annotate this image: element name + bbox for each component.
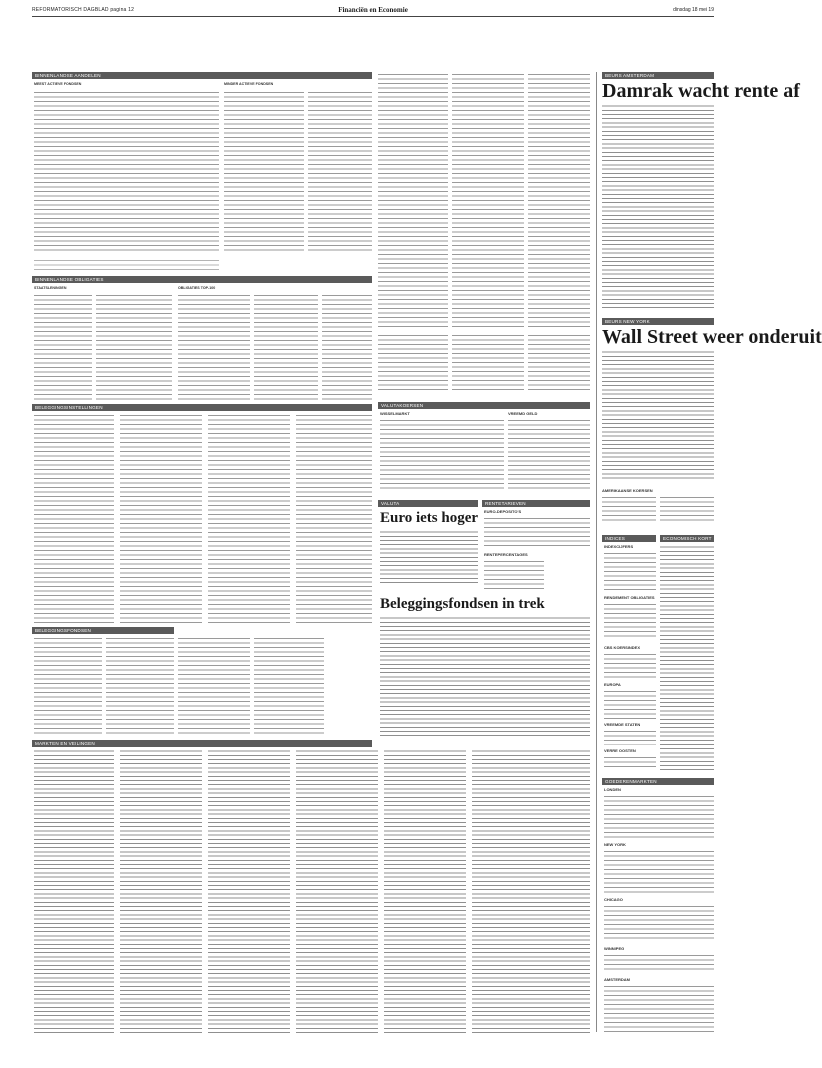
section-binnenlandse-aandelen: BINNENLANDSE AANDELEN (32, 72, 372, 79)
footnote-aandelen (34, 258, 219, 272)
verre-oosten-heading: VERRE OOSTEN (604, 748, 636, 753)
table-minder-actieve-1 (224, 90, 304, 254)
table-fondsen-1 (34, 636, 102, 736)
table-belegging-4 (296, 413, 372, 623)
amerikaanse-koersen-heading: AMERIKAANSE KOERSEN (602, 488, 653, 493)
text-markten-1 (34, 749, 114, 1035)
europa-heading: EUROPA (604, 682, 621, 687)
text-damrak (602, 104, 714, 310)
minder-actieve-heading: MINDER ACTIEVE FONDSEN (224, 82, 274, 86)
table-fondsen-3 (178, 636, 250, 736)
table-obligaties-5 (452, 333, 524, 393)
section-valuta: VALUTA (378, 500, 478, 507)
table-obligaties-4 (378, 333, 448, 393)
table-aandelen-col3 (378, 72, 448, 330)
table-belegging-1 (34, 413, 114, 623)
date-label: dinsdag 18 mei 19 (673, 7, 714, 13)
section-beleggingsinstellingen: BELEGGINGSINSTELLINGEN (32, 404, 372, 411)
chicago-heading: CHICAGO (604, 897, 623, 902)
table-europa (604, 689, 656, 719)
text-markten-6 (472, 749, 590, 1035)
headline-damrak: Damrak wacht rente af (602, 80, 800, 102)
table-cbs (604, 652, 656, 678)
meest-actieve-heading: MEEST ACTIEVE FONDSEN (34, 82, 82, 86)
table-fondsen-2 (106, 636, 174, 736)
section-rentetarieven: RENTETARIEVEN (482, 500, 590, 507)
table-aandelen-col4 (452, 72, 524, 330)
table-aandelen-col5 (528, 72, 590, 330)
headline-beleggingsfondsen: Beleggingsfondsen in trek (380, 596, 545, 612)
table-belegging-3 (208, 413, 290, 623)
new-york-heading: NEW YORK (604, 842, 626, 847)
table-obligaties-6 (528, 333, 590, 393)
text-beleggingsfondsen (380, 616, 590, 736)
table-indexcijfers (604, 551, 656, 591)
table-wisselmarkt (380, 418, 504, 490)
table-londen (604, 794, 714, 838)
table-rentepercentages (484, 559, 544, 589)
indexcijfers-heading: INDEXCIJFERS (604, 544, 634, 549)
table-obligaties-3 (322, 293, 372, 401)
wisselmarkt-heading: WISSELMARKT (380, 411, 410, 416)
section-beurs-new-york: BEURS NEW YORK (602, 318, 714, 325)
table-staatsleningen-2 (96, 293, 172, 401)
table-euro-depositos (484, 516, 590, 546)
table-vreemde-staten (604, 729, 656, 745)
table-vreemd-geld (508, 418, 590, 490)
text-euro (380, 530, 478, 586)
winnipeg-heading: WINNIPEG (604, 946, 625, 951)
section-goederenmarkten: GOEDERENMARKTEN (602, 778, 714, 785)
table-staatsleningen-1 (34, 293, 92, 401)
section-markten-veilingen: MARKTEN EN VEILINGEN (32, 740, 372, 747)
euro-depositos-heading: EURO-DEPOSITO'S (484, 509, 522, 514)
section-beleggingsfondsen: BELEGGINGSFONDSEN (32, 627, 174, 634)
table-obligaties-2 (254, 293, 318, 401)
londen-heading: LONDEN (604, 787, 621, 792)
section-title: Financiën en Economie (338, 6, 408, 14)
table-meest-actieve (34, 90, 219, 254)
text-wallstreet (602, 350, 714, 482)
rentepercentages-heading: RENTEPERCENTAGES (484, 552, 528, 557)
text-economisch-kort (660, 545, 714, 771)
vreemd-geld-heading: VREEMD GELD (508, 411, 538, 416)
section-beurs-amsterdam: BEURS AMSTERDAM (602, 72, 714, 79)
table-winnipeg (604, 953, 714, 973)
table-rendement (604, 602, 656, 640)
table-amerikaanse-koersen-2 (660, 495, 714, 523)
section-economisch-kort: ECONOMISCH KORT (660, 535, 714, 542)
table-obligaties-1 (178, 293, 250, 401)
table-amsterdam (604, 984, 714, 1032)
headline-euro: Euro iets hoger (380, 510, 479, 526)
table-chicago (604, 904, 714, 942)
section-binnenlandse-obligaties: BINNENLANDSE OBLIGATIES (32, 276, 372, 283)
masthead (32, 7, 714, 17)
table-minder-actieve-2 (308, 90, 372, 254)
text-markten-4 (296, 749, 378, 1035)
section-indices: INDICES (602, 535, 656, 542)
page-label: REFORMATORISCH DAGBLAD pagina 12 (32, 7, 135, 13)
text-markten-2 (120, 749, 202, 1035)
vreemde-staten-heading: VREEMDE STATEN (604, 722, 641, 727)
amsterdam-heading: AMSTERDAM (604, 977, 630, 982)
rendement-heading: RENDEMENT OBLIGATIES (604, 595, 655, 600)
section-valutakoersen: VALUTAKOERSEN (378, 402, 590, 409)
table-amerikaanse-koersen-1 (602, 495, 656, 523)
text-markten-3 (208, 749, 290, 1035)
table-new-york (604, 849, 714, 893)
headline-wallstreet: Wall Street weer onderuit (602, 326, 822, 348)
cbs-heading: CBS KOERSINDEX (604, 645, 641, 650)
table-belegging-2 (120, 413, 202, 623)
text-markten-5 (384, 749, 466, 1035)
table-verre-oosten (604, 755, 656, 767)
table-fondsen-4 (254, 636, 324, 736)
staatsleningen-heading: STAATSLENINGEN (34, 286, 67, 290)
column-divider (596, 72, 597, 1032)
obligaties-top-heading: OBLIGATIES TOP-100 (178, 286, 216, 290)
